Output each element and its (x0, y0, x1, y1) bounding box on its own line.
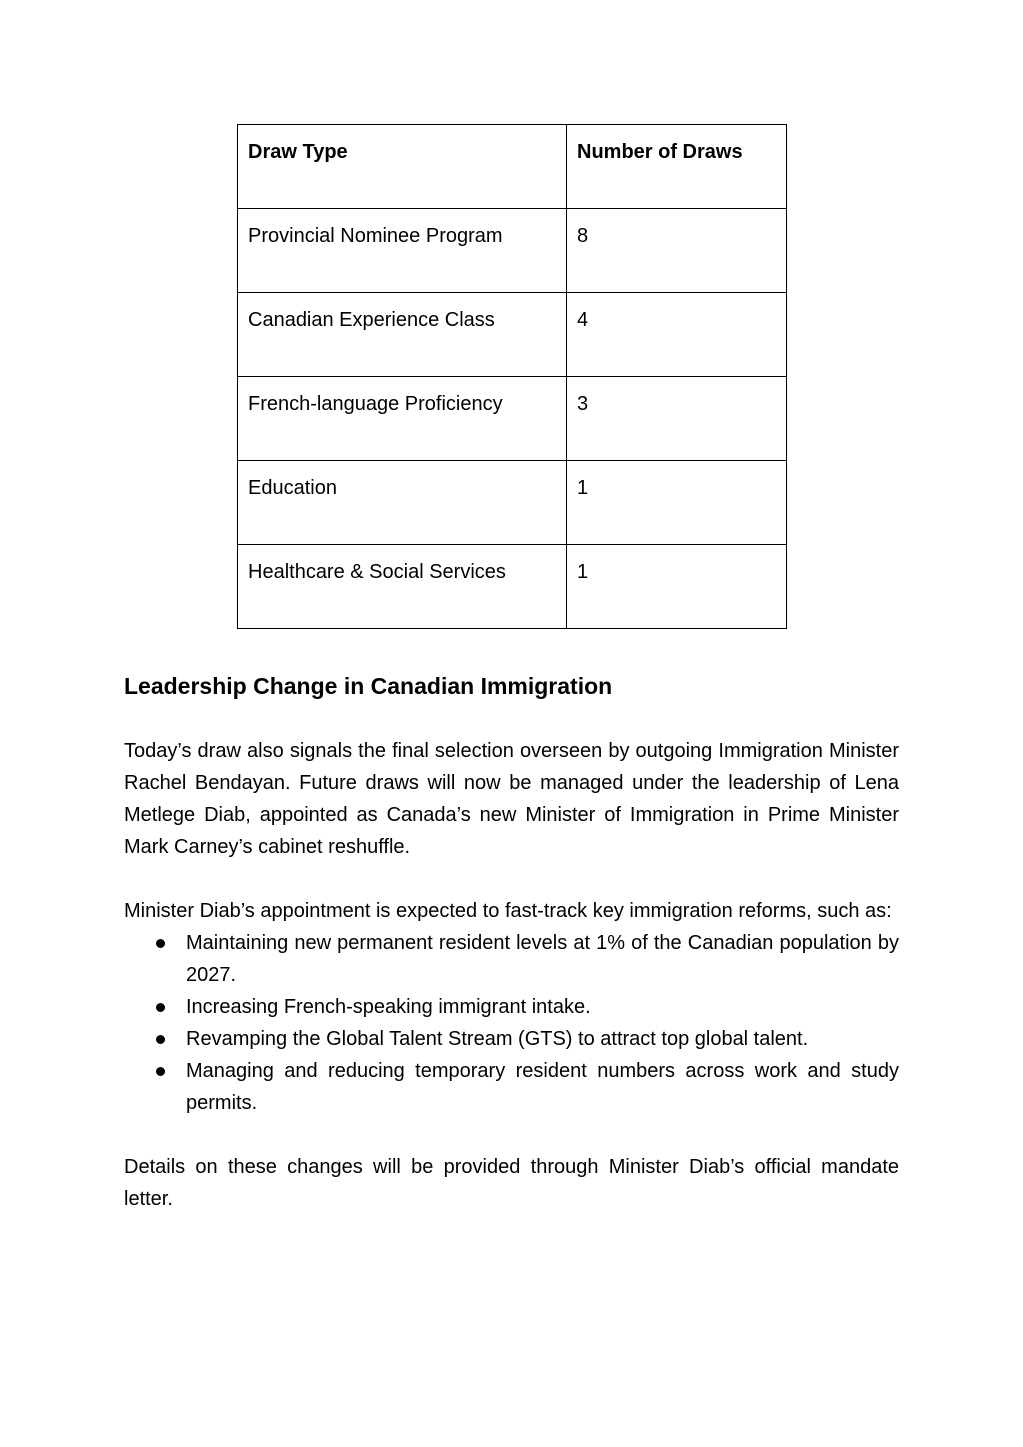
table-row (238, 293, 787, 377)
draw-count-cell: 8 (567, 209, 787, 293)
draw-count-cell: 3 (567, 377, 787, 461)
bullet-icon (156, 1003, 165, 1012)
table-row (238, 545, 787, 629)
paragraph-reforms-intro: Minister Diab’s appointment is expected to fast-track key immigration reforms, such as: (124, 900, 892, 922)
bullet-icon (156, 1035, 165, 1044)
list-item (124, 1023, 899, 1055)
list-item-text: Managing and reducing temporary resident numbers across work and study permits. (186, 1060, 899, 1114)
table-row (238, 377, 787, 461)
list-item (124, 1055, 899, 1119)
draw-count-cell: 4 (567, 293, 787, 377)
paragraph-leadership-change: Today’s draw also signals the final selection overseen by outgoing Immigration Minister Rachel Bendayan. Future draws will now be managed under the leadership of Lena Metlege Diab, appointed as Canada’s new Minister of Immigration in Prime Minister Mark Carney’s cabinet reshuffle. (124, 740, 899, 858)
column-header-number-of-draws: Number of Draws (567, 125, 787, 209)
draw-type-cell: Education (238, 461, 567, 545)
reforms-list (124, 927, 899, 1119)
draw-count-cell: 1 (567, 545, 787, 629)
list-item-text: Increasing French-speaking immigrant intake. (186, 996, 591, 1018)
table-header-row (238, 125, 787, 209)
article-section (124, 670, 899, 1215)
draw-count-cell: 1 (567, 461, 787, 545)
list-item (124, 927, 899, 991)
draw-type-cell: French-language Proficiency (238, 377, 567, 461)
list-item-text: Maintaining new permanent resident levels at 1% of the Canadian population by 2027. (186, 932, 899, 986)
paragraph-mandate-letter: Details on these changes will be provided through Minister Diab’s official mandate letter. (124, 1156, 899, 1210)
list-item (124, 991, 899, 1023)
bullet-icon (156, 1067, 165, 1076)
table-row (238, 461, 787, 545)
list-item-text: Revamping the Global Talent Stream (GTS) to attract top global talent. (186, 1028, 809, 1050)
bullet-icon (156, 939, 165, 948)
draw-type-cell: Provincial Nominee Program (238, 209, 567, 293)
column-header-draw-type: Draw Type (238, 125, 567, 209)
table-row (238, 209, 787, 293)
section-heading: Leadership Change in Canadian Immigration (124, 673, 613, 699)
draws-table (237, 124, 787, 629)
draw-type-cell: Healthcare & Social Services (238, 545, 567, 629)
draw-type-cell: Canadian Experience Class (238, 293, 567, 377)
